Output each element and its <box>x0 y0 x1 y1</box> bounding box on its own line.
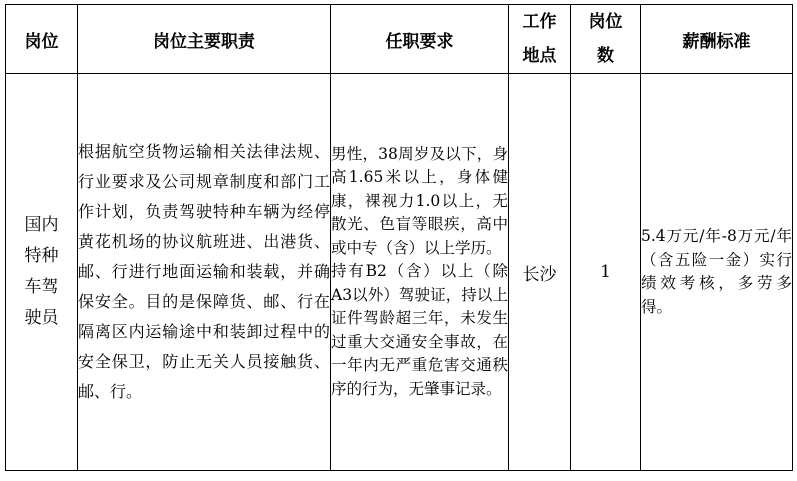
location-cell: 长沙 <box>509 74 571 471</box>
header-headcount-line2: 数 <box>597 46 614 66</box>
headcount-cell: 1 <box>571 74 641 471</box>
header-row <box>6 5 793 74</box>
position-line: 车驾 <box>24 277 59 297</box>
header-headcount <box>571 5 641 74</box>
header-headcount-line1: 岗位 <box>588 12 623 32</box>
header-location-line1: 工作 <box>522 12 557 32</box>
duties-cell: 根据航空货物运输相关法律法规、行业要求及公司规章制度和部门工作计划，负责驾驶特种车辆为经停黄花机场的协议航班进、出港货、邮、行进行地面运输和装载，并确保安全。目的是保障货、邮、行在隔离区内运输途中和装卸过程中的安全保卫，防止无关人员接触货、邮、行。 <box>78 74 331 471</box>
position-line: 国内 <box>24 215 59 235</box>
position-line: 特种 <box>24 246 59 266</box>
header-position: 岗位 <box>6 5 78 74</box>
job-posting-table <box>5 4 793 471</box>
requirements-cell <box>331 74 509 471</box>
requirements-paragraph-2: 持有B2（含）以上（除A3以外）驾驶证，持以上证件驾龄超三年，未发生过重大交通安全事故，在一年内无严重危害交通秩序的行为，无肇事记录。 <box>331 262 508 398</box>
position-cell <box>6 74 78 471</box>
header-duties: 岗位主要职责 <box>78 5 331 74</box>
salary-cell: 5.4万元/年-8万元/年（含五险一金）实行绩效考核，多劳多得。 <box>641 74 793 471</box>
position-line: 驶员 <box>24 308 59 328</box>
table-row <box>6 74 793 471</box>
header-salary: 薪酬标准 <box>641 5 793 74</box>
header-location-line2: 地点 <box>522 46 557 66</box>
header-location <box>509 5 571 74</box>
header-requirements: 任职要求 <box>331 5 509 74</box>
requirements-paragraph-1: 男性，38周岁及以下，身高1.65米以上，身体健康，裸视力1.0以上，无散光、色盲等眼疾，高中或中专（含）以上学历。 <box>331 144 508 257</box>
